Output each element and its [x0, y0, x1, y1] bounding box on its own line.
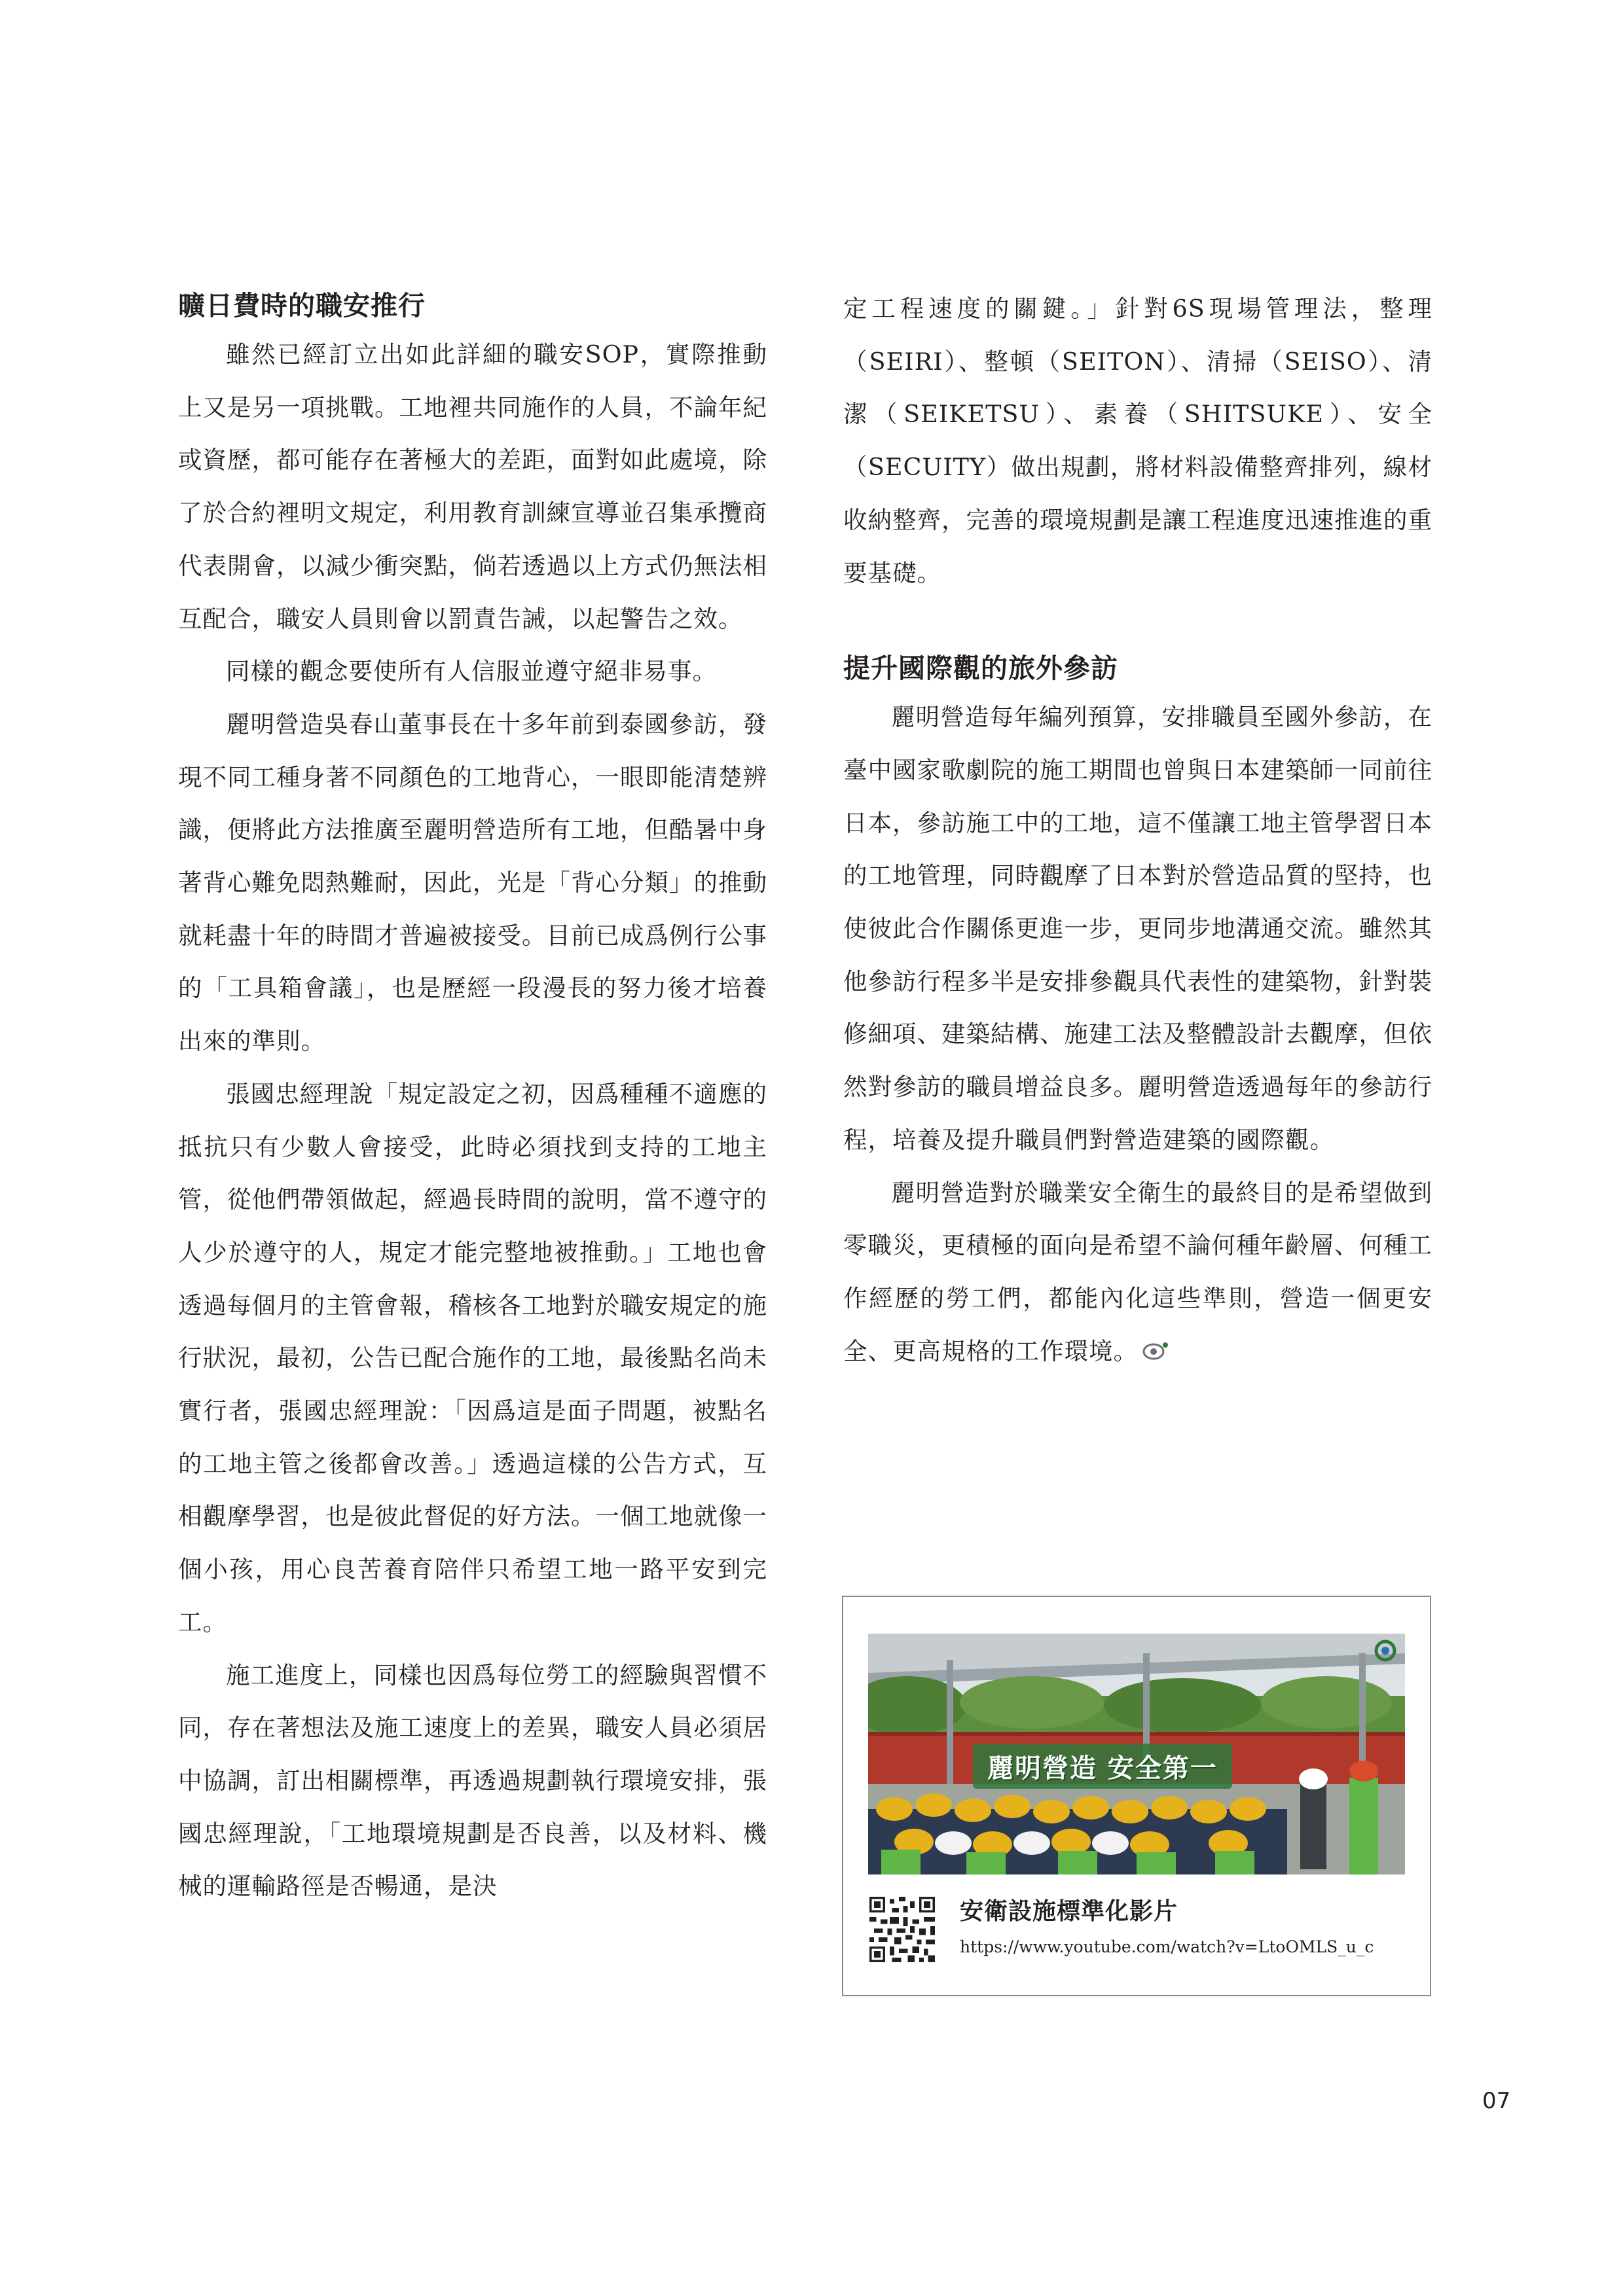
paragraph: 張國忠經理說「規定設定之初，因爲種種不適應的抵抗只有少數人會接受，此時必須找到支持的工地主管，從他們帶領做起，經過長時間的說明，當不遵守的人少於遵守的人，規定才能完整地被推動。」工地也會透過每個月的主管會報，稽核各工地對於職安規定的施行狀況，最初，公告已配合施作的工地，最後點名尚未實行者，張國忠經理說：「因爲這是面子問題，被點名的工地主管之後都會改善。」透過這樣的公告方式，互相觀摩學習，也是彼此督促的好方法。一個工地就像一個小孩，用心良苦養育陪伴只希望工地一路平安到完工。	[178, 1079, 767, 1636]
right-column	[843, 283, 1432, 1378]
video-thumbnail[interactable]	[868, 1634, 1405, 1874]
video-info-box	[842, 1596, 1431, 1996]
video-caption: 安衛設施標準化影片	[960, 1898, 1178, 1925]
paragraph: 雖然已經訂立出如此詳細的職安SOP，實際推動上又是另一項挑戰。工地裡共同施作的人員，不論年紀或資歷，都可能存在著極大的差距，面對如此處境，除了於合約裡明文規定，利用教育訓練宣導並召集承攬商代表開會，以減少衝突點，倘若透過以上方式仍無法相互配合，職安人員則會以罰責告誡，以起警告之效。	[178, 340, 767, 633]
qr-code-icon[interactable]	[869, 1897, 935, 1962]
left-column	[178, 283, 767, 1913]
paragraph: 麗明營造吳春山董事長在十多年前到泰國參訪，發現不同工種身著不同顏色的工地背心，一眼即能清楚辨識，便將此方法推廣至麗明營造所有工地，但酷暑中身著背心難免悶熱難耐，因此，光是「背心分類」的推動就耗盡十年的時間才普遍被接受。目前已成爲例行公事的「工具箱會議」，也是歷經一段漫長的努力後才培養出來的準則。	[178, 709, 767, 1056]
paragraph: 施工進度上，同樣也因爲每位勞工的經驗與習慣不同，存在著想法及施工速度上的差異，職安人員必須居中協調，訂出相關標準，再透過規劃執行環境安排，張國忠經理說，「工地環境規劃是否良善，以及材料、機械的運輸路徑是否暢通，是決	[178, 1660, 767, 1901]
paragraph: 同樣的觀念要使所有人信服並遵守絕非易事。	[226, 657, 717, 686]
section-heading-overseas-visits: 提升國際觀的旅外參訪	[843, 653, 1118, 685]
page-number: 07	[1482, 2088, 1511, 2114]
paragraph-continuation: 定工程速度的關鍵。」針對6S現場管理法，整理（SEIRI）、整頓（SEITON）、清掃（SEISO）、清潔（SEIKETSU）、素養（SHITSUKE）、安全（SECUITY）做出規劃，將材料設備整齊排列，線材收納整齊，完善的環境規劃是讓工程進度迅速推進的重要基礎。	[843, 295, 1432, 587]
video-title-overlay: 麗明營造 安全第一	[973, 1744, 1232, 1789]
section-spacer	[843, 600, 1432, 645]
section-heading-safety-promotion: 曠日費時的職安推行	[178, 290, 426, 321]
video-url-link[interactable]: https://www.youtube.com/watch?v=LtoOMLS_u_c	[960, 1937, 1374, 1956]
paragraph: 麗明營造每年編列預算，安排職員至國外參訪，在臺中國家歌劇院的施工期間也曾與日本建築師一同前往日本，參訪施工中的工地，這不僅讓工地主管學習日本的工地管理，同時觀摩了日本對於營造品質的堅持，也使彼此合作關係更進一步，更同步地溝通交流。雖然其他參訪行程多半是安排參觀具代表性的建築物，針對裝修細項、建築結構、施建工法及整體設計去觀摩，但依然對參訪的職員增益良多。麗明營造透過每年的參訪行程，培養及提升職員們對營造建築的國際觀。	[843, 703, 1432, 1154]
article-end-icon	[1142, 1341, 1169, 1361]
paragraph-final	[843, 1167, 1432, 1378]
paragraph-final-text: 麗明營造對於職業安全衛生的最終目的是希望做到零職災，更積極的面向是希望不論何種年齡層、何種工作經歷的勞工們，都能內化這些準則，營造一個更安全、更高規格的工作環境。	[843, 1178, 1432, 1365]
